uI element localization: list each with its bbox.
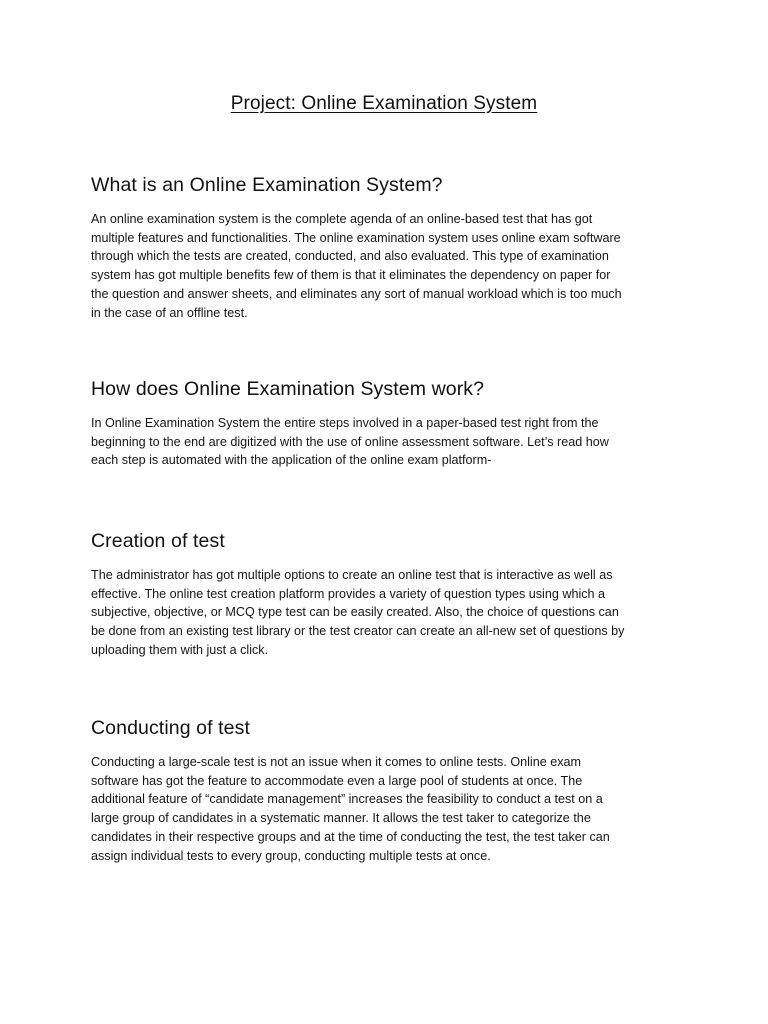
paragraph-line: uploading them with just a click. <box>91 642 269 657</box>
paragraph-line: candidates in their respective groups and at the time of conducting the test, the test taker can <box>91 829 610 844</box>
paragraph-line: in the case of an offline test. <box>91 305 248 320</box>
section-heading: How does Online Examination System work? <box>91 378 485 400</box>
paragraph-line: An online examination system is the complete agenda of an online-based test that has got <box>91 212 593 226</box>
paragraph-line: the question and answer sheets, and eliminates any sort of manual workload which is too much <box>91 286 622 301</box>
paragraph-line: The administrator has got multiple options to create an online test that is interactive as well as <box>91 568 613 582</box>
paragraph-line: system has got multiple benefits few of them is that it eliminates the dependency on paper for <box>91 268 611 283</box>
section-paragraph <box>91 414 691 470</box>
section-heading: Conducting of test <box>91 717 250 739</box>
section-creation-of-test <box>91 530 691 660</box>
paragraph-line: beginning to the end are digitized with the use of online assessment software. Let’s read how <box>91 434 609 449</box>
paragraph-line: assign individual tests to every group, conducting multiple tests at once. <box>91 848 491 863</box>
paragraph-line: additional feature of “candidate management” increases the feasibility to conduct a test on a <box>91 792 603 807</box>
paragraph-line: effective. The online test creation platform provides a variety of question types using which a <box>91 586 606 601</box>
paragraph-line: through which the tests are created, conducted, and also evaluated. This type of examination <box>91 249 609 264</box>
section-how-it-works <box>91 378 691 470</box>
paragraph-line: In Online Examination System the entire steps involved in a paper-based test right from the <box>91 416 599 430</box>
paragraph-line: software has got the feature to accommodate even a large pool of students at once. The <box>91 773 583 788</box>
paragraph-line: be done from an existing test library or the test creator can create an all-new set of questions by <box>91 624 625 639</box>
section-conducting-of-test <box>91 717 691 865</box>
paragraph-line: large group of candidates in a systematic manner. It allows the test taker to categorize the <box>91 811 591 826</box>
document-title: Project: Online Examination System <box>230 93 538 114</box>
paragraph-line: multiple features and functionalities. The online examination system uses online exam software <box>91 230 621 245</box>
paragraph-line: each step is automated with the application of the online exam platform- <box>91 453 492 468</box>
paragraph-line: subjective, objective, or MCQ type test can be easily created. Also, the choice of questions can <box>91 605 619 620</box>
section-what-is <box>91 174 691 322</box>
section-paragraph <box>91 566 691 660</box>
section-paragraph <box>91 753 691 865</box>
section-heading: Creation of test <box>91 530 225 552</box>
section-heading: What is an Online Examination System? <box>91 174 443 196</box>
section-paragraph <box>91 210 691 322</box>
paragraph-line: Conducting a large-scale test is not an issue when it comes to online tests. Online exam <box>91 755 582 769</box>
